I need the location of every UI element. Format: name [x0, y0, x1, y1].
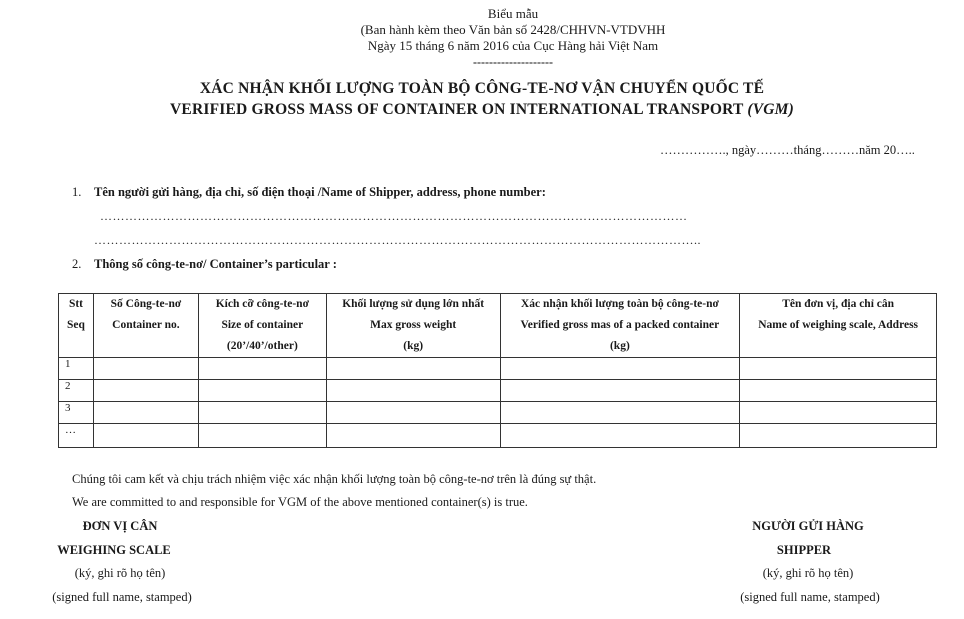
commitment-vietnamese: Chúng tôi cam kết và chịu trách nhiệm việc xác nhận khối lượng toàn bộ công-te-nơ trên là đúng sự thật. [72, 472, 597, 486]
shipper-info-line-2[interactable]: ……………………………………………………………………………………………………………………………….. [94, 233, 701, 247]
header-text: (20’/40’/other) [226, 340, 298, 352]
shipper-info-line-1[interactable]: …………………………………………………………………………………………………………………………… [100, 209, 688, 223]
section1-number: 1. [72, 185, 82, 199]
cell-max-gross-weight[interactable] [326, 424, 500, 448]
weighing-scale-note-en: (signed full name, stamped) [52, 590, 192, 604]
cell-verified-gross-mass[interactable] [500, 358, 740, 380]
table-row [59, 402, 937, 424]
header-text: Size of container [221, 319, 304, 331]
shipper-note-vi: (ký, ghi rõ họ tên) [762, 566, 854, 580]
table-header-row [59, 294, 937, 358]
cell-container-no[interactable] [93, 402, 198, 424]
header-container-size [198, 294, 326, 358]
table-row [59, 380, 937, 402]
cell-weighing-scale[interactable] [740, 424, 937, 448]
header-text: Xác nhận khối lượng toàn bộ công-te-nơ [520, 298, 719, 310]
section2-number: 2. [72, 257, 82, 271]
header-container-no [93, 294, 198, 358]
header-text: (kg) [403, 340, 424, 352]
header-verified-gross-mass [500, 294, 740, 358]
header-text: (kg) [609, 340, 630, 352]
section2-label: Thông số công-te-nơ/ Container’s particular : [94, 257, 337, 271]
cell-max-gross-weight[interactable] [326, 402, 500, 424]
row-seq: 3 [59, 402, 94, 424]
cell-verified-gross-mass[interactable] [500, 380, 740, 402]
header-text: Container no. [112, 319, 180, 331]
header-max-gross-weight [326, 294, 500, 358]
cell-weighing-scale[interactable] [740, 358, 937, 380]
weighing-scale-title-vi: ĐƠN VỊ CÂN [82, 519, 158, 533]
table-row [59, 424, 937, 448]
cell-container-size[interactable] [198, 402, 326, 424]
header-text: Name of weighing scale, Address [758, 319, 919, 331]
container-table [58, 293, 937, 448]
header-seq [59, 294, 94, 358]
cell-container-no[interactable] [93, 380, 198, 402]
row-seq: 1 [59, 358, 94, 380]
commitment-english: We are committed to and responsible for VGM of the above mentioned container(s) is true. [72, 495, 528, 509]
cell-weighing-scale[interactable] [740, 402, 937, 424]
title-english-text: VERIFIED GROSS MASS OF CONTAINER ON INTERNATIONAL TRANSPORT [170, 101, 744, 118]
cell-max-gross-weight[interactable] [326, 358, 500, 380]
cell-verified-gross-mass[interactable] [500, 424, 740, 448]
cell-container-no[interactable] [93, 358, 198, 380]
cell-weighing-scale[interactable] [740, 380, 937, 402]
header-text: Verified gross mas of a packed container [520, 319, 720, 331]
issuance-date: Ngày 15 tháng 6 năm 2016 của Cục Hàng hải Việt Nam [367, 38, 659, 53]
cell-container-no[interactable] [93, 424, 198, 448]
header-text: Tên đơn vị, địa chỉ cân [782, 298, 895, 310]
header-text: Max gross weight [370, 319, 457, 331]
shipper-title-vi: NGƯỜI GỬI HÀNG [752, 519, 864, 533]
header-text: Seq [67, 319, 85, 331]
row-seq: 2 [59, 380, 94, 402]
header-text: Stt [68, 298, 84, 310]
cell-container-size[interactable] [198, 424, 326, 448]
table-row [59, 358, 937, 380]
header-text: Khối lượng sử dụng lớn nhất [342, 298, 485, 310]
weighing-scale-note-vi: (ký, ghi rõ họ tên) [74, 566, 166, 580]
header-text: Kích cỡ công-te-nơ [215, 298, 309, 310]
issuance-reference: (Ban hành kèm theo Văn bản số 2428/CHHVN-VTDVHH [360, 22, 666, 37]
date-line: ……………., ngày………tháng………năm 20….. [660, 143, 915, 157]
cell-container-size[interactable] [198, 380, 326, 402]
cell-max-gross-weight[interactable] [326, 380, 500, 402]
weighing-scale-title-en: WEIGHING SCALE [57, 543, 171, 557]
row-seq: … [59, 424, 94, 448]
section1-label: Tên người gửi hàng, địa chỉ, số điện thoại /Name of Shipper, address, phone number: [94, 185, 546, 199]
title-english [0, 101, 964, 119]
form-label: Biểu mẫu [487, 6, 539, 21]
header-text: Số Công-te-nơ [110, 298, 182, 310]
shipper-note-en: (signed full name, stamped) [740, 590, 880, 604]
header-separator: -------------------- [473, 55, 553, 69]
cell-container-size[interactable] [198, 358, 326, 380]
cell-verified-gross-mass[interactable] [500, 402, 740, 424]
header-weighing-scale [740, 294, 937, 358]
shipper-title-en: SHIPPER [776, 543, 832, 557]
title-english-abbr: (VGM) [747, 101, 794, 118]
title-vietnamese: XÁC NHẬN KHỐI LƯỢNG TOÀN BỘ CÔNG-TE-NƠ VẬN CHUYỂN QUỐC TẾ [199, 80, 765, 97]
